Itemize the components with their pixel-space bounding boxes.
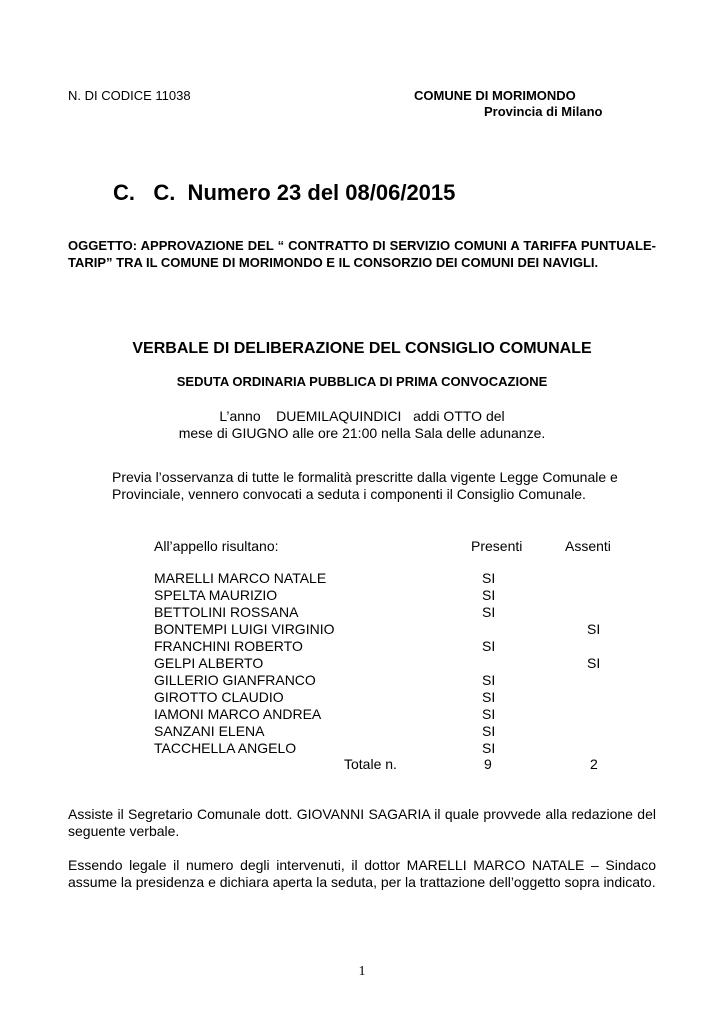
member-name: IAMONI MARCO ANDREA (154, 706, 322, 722)
member-absent: SI (587, 621, 601, 637)
member-present: SI (482, 689, 496, 705)
absent-column-header: Assenti (565, 538, 611, 554)
total-label: Totale n. (344, 756, 397, 772)
document-title: C. C. Numero 23 del 08/06/2015 (113, 180, 456, 205)
roll-row (154, 689, 614, 705)
roll-row (154, 621, 614, 637)
municipality-name: COMUNE DI MORIMONDO (414, 88, 576, 103)
session-subheading: SEDUTA ORDINARIA PUBBLICA DI PRIMA CONVOCAZIONE (176, 374, 548, 389)
roll-call-label: All’appello risultano: (154, 538, 279, 554)
member-name: GELPI ALBERTO (154, 655, 264, 671)
member-name: BONTEMPI LUIGI VIRGINIO (154, 621, 335, 637)
roll-row (154, 740, 614, 756)
member-present: SI (482, 672, 496, 688)
roll-row (154, 638, 614, 654)
minutes-heading: VERBALE DI DELIBERAZIONE DEL CONSIGLIO COMUNALE (132, 340, 592, 357)
roll-row (154, 570, 614, 586)
member-name: SPELTA MAURIZIO (154, 587, 278, 603)
roll-row (154, 672, 614, 688)
member-absent: SI (587, 655, 601, 671)
member-present: SI (482, 570, 496, 586)
total-present: 9 (484, 756, 492, 772)
subject-text: OGGETTO: APPROVAZIONE DEL “ CONTRATTO DI SERVIZIO COMUNI A TARIFFA PUNTUALE- TARIP” TRA IL COMUNE DI MORIMONDO E IL CONSORZIO DEI COMUNI DEI NAVIGLI. (68, 238, 656, 270)
member-name: TACCHELLA ANGELO (154, 740, 297, 756)
member-present: SI (482, 740, 496, 756)
date-line-1: L’anno DUEMILAQUINDICI addi OTTO del (219, 408, 505, 424)
roll-row (154, 706, 614, 722)
roll-row (154, 604, 614, 620)
convocation-paragraph: Previa l’osservanza di tutte le formalità prescritte dalla vigente Legge Comunale e Provinciale, vennero convocati a seduta i componenti il Consiglio Comunale. (112, 469, 618, 502)
member-present: SI (482, 638, 496, 654)
roll-row (154, 587, 614, 603)
present-column-header: Presenti (471, 538, 523, 554)
member-name: SANZANI ELENA (154, 723, 265, 739)
roll-row (154, 655, 614, 671)
member-present: SI (482, 706, 496, 722)
member-name: FRANCHINI ROBERTO (154, 638, 303, 654)
total-absent: 2 (590, 756, 598, 772)
roll-row (154, 723, 614, 739)
secretary-paragraph: Assiste il Segretario Comunale dott. GIOVANNI SAGARIA il quale provvede alla redazione del seguente verbale. (68, 806, 656, 839)
page-number: 1 (358, 964, 366, 979)
presidency-paragraph: Essendo legale il numero degli intervenuti, il dottor MARELLI MARCO NATALE – Sindaco assume la presidenza e dichiara aperta la seduta, per la trattazione dell’oggetto sopra indicato. (68, 857, 656, 890)
member-present: SI (482, 723, 496, 739)
member-name: GIROTTO CLAUDIO (154, 689, 284, 705)
member-present: SI (482, 604, 496, 620)
member-name: MARELLI MARCO NATALE (154, 570, 327, 586)
code-number: N. DI CODICE 11038 (68, 88, 191, 103)
member-name: BETTOLINI ROSSANA (154, 604, 299, 620)
date-line-2: mese di GIUGNO alle ore 21:00 nella Sala delle adunanze. (178, 425, 546, 441)
province-name: Provincia di Milano (484, 104, 603, 119)
member-present: SI (482, 587, 496, 603)
member-name: GILLERIO GIANFRANCO (154, 672, 316, 688)
